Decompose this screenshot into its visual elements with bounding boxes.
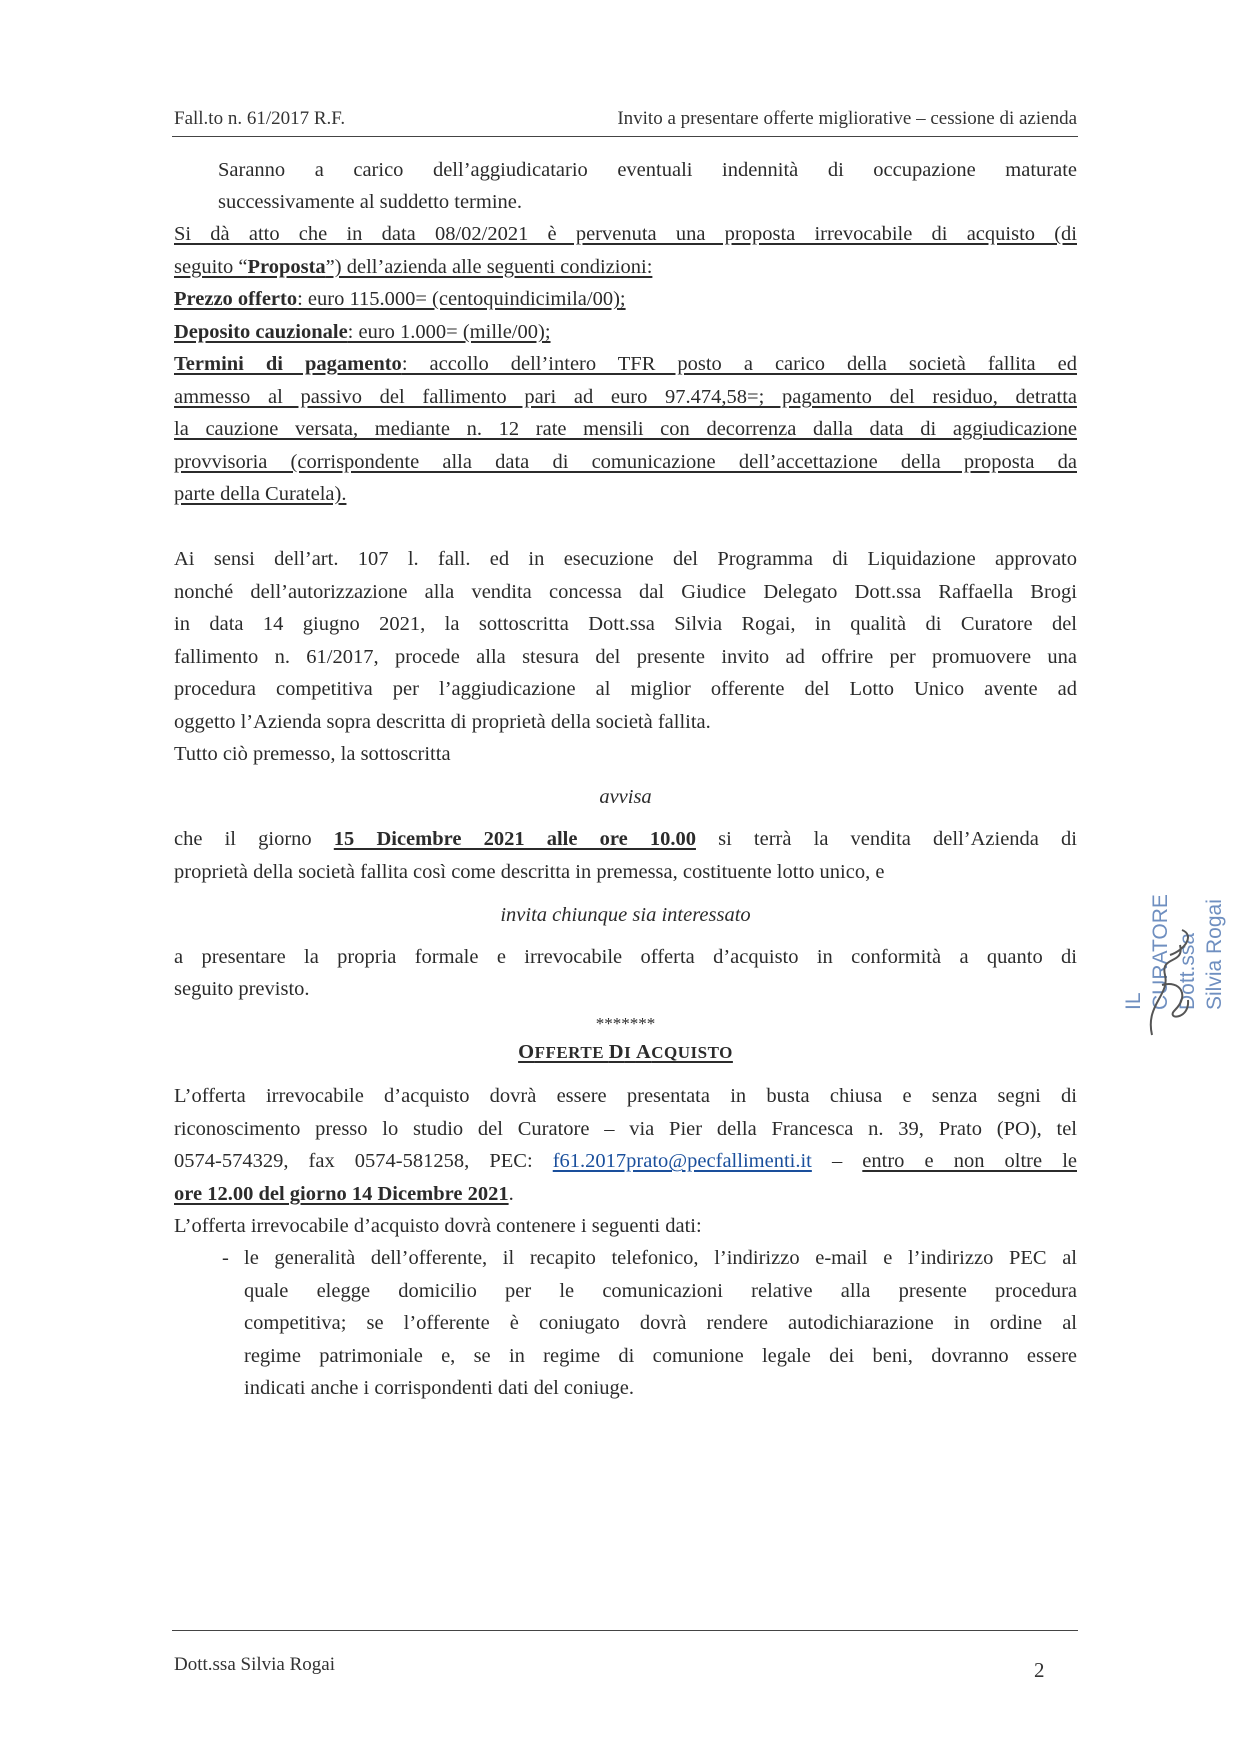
body-line: Ai sensi dell’art. 107 l. fall. ed in esecuzione del Programma di Liquidazione approvato xyxy=(174,548,1077,570)
deposit-value: : euro 1.000= (mille/00); xyxy=(347,321,551,343)
proposal-line xyxy=(174,255,652,279)
signature-icon xyxy=(1140,925,1200,1045)
payment-terms-label: Termini di pagamento xyxy=(174,353,402,375)
present-line: seguito previsto. xyxy=(174,978,310,1000)
price-label: Prezzo offerto xyxy=(174,288,298,310)
body-line: oggetto l’Azienda sopra descritta di proprietà della società fallita. xyxy=(174,711,711,733)
section-title-part: D xyxy=(608,1041,625,1063)
price-line xyxy=(174,287,626,311)
body-line: in data 14 giugno 2021, la sottoscritta Dott.ssa Silvia Rogai, in qualità di Curatore del xyxy=(174,613,1077,635)
payment-terms-line: provvisoria (corrispondente alla data di comunicazione dell’accettazione della proposta da xyxy=(174,451,1077,473)
bullet-line: le generalità dell’offerente, il recapito telefonico, l’indirizzo e-mail e l’indirizzo PEC al xyxy=(244,1247,1077,1269)
offers-line xyxy=(174,1149,1077,1173)
intro-line: successivamente al suddetto termine. xyxy=(218,191,522,213)
offers-line: riconoscimento presso lo studio del Curatore – via Pier della Francesca n. 39, Prato (PO), tel xyxy=(174,1118,1077,1140)
intro-line: Saranno a carico dell’aggiudicatario eventuali indennità di occupazione maturate xyxy=(218,159,1077,181)
section-title-part: FFERTE xyxy=(534,1043,609,1062)
invita-heading: invita chiunque sia interessato xyxy=(500,904,751,926)
section-title-part: CQUISTO xyxy=(651,1043,733,1062)
section-title-part: I xyxy=(624,1043,636,1062)
proposal-line: Si dà atto che in data 08/02/2021 è pervenuta una proposta irrevocabile di acquisto (di xyxy=(174,223,1077,245)
bullet-marker: - xyxy=(222,1247,229,1269)
section-title xyxy=(174,1040,1077,1065)
stamp-line: IL CURATORE xyxy=(1122,894,1172,1010)
deadline-date: ore 12.00 del giorno 14 Dicembre 2021 xyxy=(174,1183,509,1205)
footer-author: Dott.ssa Silvia Rogai xyxy=(174,1654,335,1675)
body-line: Tutto ciò premesso, la sottoscritta xyxy=(174,743,451,765)
separator: ******* xyxy=(595,1014,656,1033)
page-number: 2 xyxy=(1034,1658,1045,1682)
bullet-line: regime patrimoniale e, se in regime di comunione legale dei beni, dovranno essere xyxy=(244,1345,1077,1367)
price-value: : euro 115.000= (centoquindicimila/00); xyxy=(297,288,626,310)
sale-text: si terrà la vendita dell’Azienda di xyxy=(695,828,1077,850)
deposit-line xyxy=(174,320,551,344)
pec-email-link[interactable]: f61.2017prato@pecfallimenti.it xyxy=(552,1150,812,1172)
proposal-text: ”) dell’azienda alle seguenti condizioni: xyxy=(325,256,653,278)
offers-line: L’offerta irrevocabile d’acquisto dovrà essere presentata in busta chiusa e senza segni di xyxy=(174,1085,1077,1107)
offers-text: 0574-574329, fax 0574-581258, PEC: xyxy=(174,1150,553,1172)
sale-date: 15 Dicembre 2021 alle ore 10.00 xyxy=(333,828,696,850)
section-title-part: O xyxy=(518,1041,535,1063)
offers-text: – xyxy=(811,1150,863,1172)
section-title-part: A xyxy=(635,1041,652,1063)
avvisa-heading: avvisa xyxy=(599,786,652,808)
body-line: nonché dell’autorizzazione alla vendita concessa dal Giudice Delegato Dott.ssa Raffaella Brogi xyxy=(174,581,1077,603)
deposit-label: Deposito cauzionale xyxy=(174,321,348,343)
payment-terms-line: ammesso al passivo del fallimento pari ad euro 97.474,58=; pagamento del residuo, detratta xyxy=(174,386,1077,408)
body-line: procedura competitiva per l’aggiudicazione al miglior offerente del Lotto Unico avente ad xyxy=(174,678,1077,700)
stamp-line: Dott.ssa Silvia Rogai xyxy=(1176,899,1226,1010)
present-line: a presentare la propria formale e irrevocabile offerta d’acquisto in conformità a quanto di xyxy=(174,946,1077,968)
header-case-number: Fall.to n. 61/2017 R.F. xyxy=(174,108,346,129)
payment-terms-line: la cauzione versata, mediante n. 12 rate mensili con decorrenza dalla data di aggiudicazione xyxy=(174,418,1077,440)
proposal-term: Proposta xyxy=(247,256,326,278)
payment-terms-line xyxy=(174,352,1077,376)
bullet-line: indicati anche i corrispondenti dati del coniuge. xyxy=(244,1377,634,1399)
bullet-line: competitiva; se l’offerente è coniugato dovrà rendere autodichiarazione in ordine al xyxy=(244,1312,1077,1334)
payment-terms-line: parte della Curatela). xyxy=(174,483,347,505)
body-line: fallimento n. 61/2017, procede alla stesura del presente invito ad offrire per promuovere una xyxy=(174,646,1077,668)
proposal-text: seguito “ xyxy=(174,256,248,278)
footer-rule xyxy=(172,1630,1078,1631)
deadline-text: entro e non oltre le xyxy=(862,1150,1077,1172)
sale-line xyxy=(174,827,1077,851)
header-document-title: Invito a presentare offerte migliorative – cessione di azienda xyxy=(617,108,1077,129)
bullet-line: quale elegge domicilio per le comunicazioni relative alla presente procedura xyxy=(244,1280,1077,1302)
offers-text: . xyxy=(508,1183,514,1205)
offers-line xyxy=(174,1182,514,1206)
payment-terms-text: : accollo dell’intero TFR posto a carico della società fallita ed xyxy=(401,353,1078,375)
offers-line: L’offerta irrevocabile d’acquisto dovrà contenere i seguenti dati: xyxy=(174,1215,702,1237)
header-rule xyxy=(172,136,1078,137)
sale-text: che il giorno xyxy=(174,828,334,850)
sale-line: proprietà della società fallita così come descritta in premessa, costituente lotto unico, e xyxy=(174,861,885,883)
